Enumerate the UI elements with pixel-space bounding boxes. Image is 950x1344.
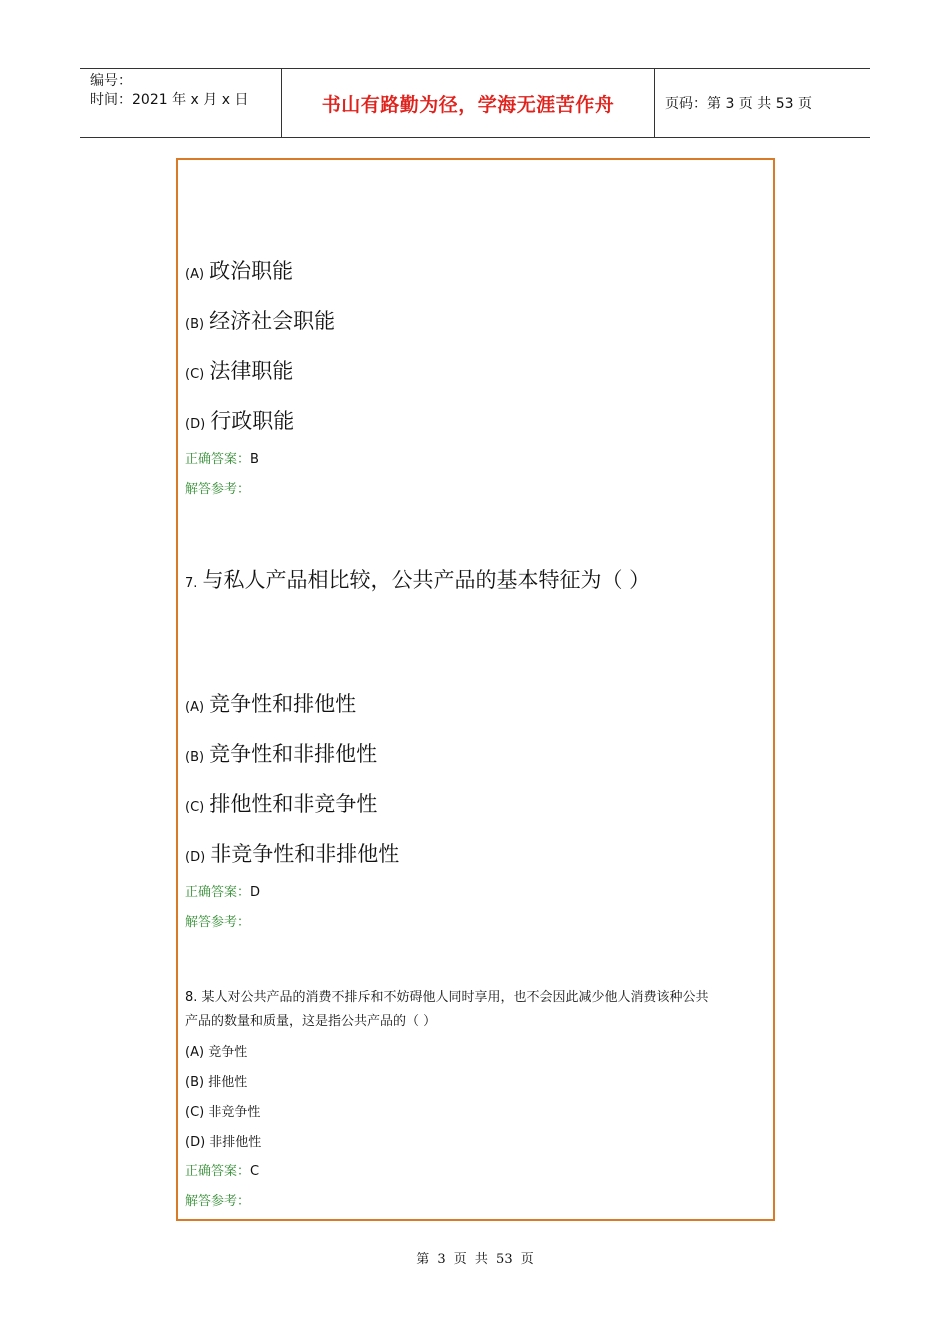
header-motto-cell	[281, 69, 655, 137]
q8-option-a: (A) 竞争性	[185, 1045, 248, 1060]
doc-time-label: 时间：2021 年 x 月 x 日	[90, 92, 249, 108]
header-meta	[80, 69, 280, 137]
q8-answer: 正确答案：C	[185, 1164, 260, 1179]
page-header	[80, 68, 870, 138]
doc-number-label: 编号：	[90, 73, 132, 89]
page-footer: 第 3 页 共 53 页	[416, 1252, 534, 1267]
page-counter: 页码：第 3 页 共 53 页	[665, 96, 812, 112]
q8-reference: 解答参考：	[185, 1194, 251, 1209]
q8-question-line1: 8. 某人对公共产品的消费不排斥和不妨碍他人同时享用，也不会因此减少他人消费该种公共	[185, 990, 709, 1005]
q7-answer: 正确答案：D	[185, 885, 261, 900]
q7-option-c: (C) 排他性和非竞争性	[185, 792, 378, 816]
question-frame	[176, 158, 775, 1221]
q6-option-c: (C) 法律职能	[185, 359, 294, 383]
q8-option-d: (D) 非排他性	[185, 1135, 262, 1150]
q6-option-d: (D) 行政职能	[185, 409, 295, 433]
header-page-cell	[655, 69, 870, 137]
q7-option-d: (D) 非竞争性和非排他性	[185, 842, 400, 866]
q7-reference: 解答参考：	[185, 915, 251, 930]
q6-option-a: (A) 政治职能	[185, 259, 294, 283]
q7-option-a: (A) 竞争性和排他性	[185, 692, 357, 716]
q8-option-b: (B) 排他性	[185, 1075, 248, 1090]
q8-option-c: (C) 非竞争性	[185, 1105, 261, 1120]
q7-option-b: (B) 竞争性和非排他性	[185, 742, 378, 766]
q6-option-b: (B) 经济社会职能	[185, 309, 336, 333]
q6-reference: 解答参考：	[185, 482, 251, 497]
q7-question: 7. 与私人产品相比较，公共产品的基本特征为（ ）	[185, 568, 651, 592]
q8-question-line2: 产品的数量和质量，这是指公共产品的（ ）	[185, 1014, 437, 1029]
motto-text: 书山有路勤为径，学海无涯苦作舟	[321, 93, 615, 116]
q6-answer: 正确答案：B	[185, 452, 259, 467]
